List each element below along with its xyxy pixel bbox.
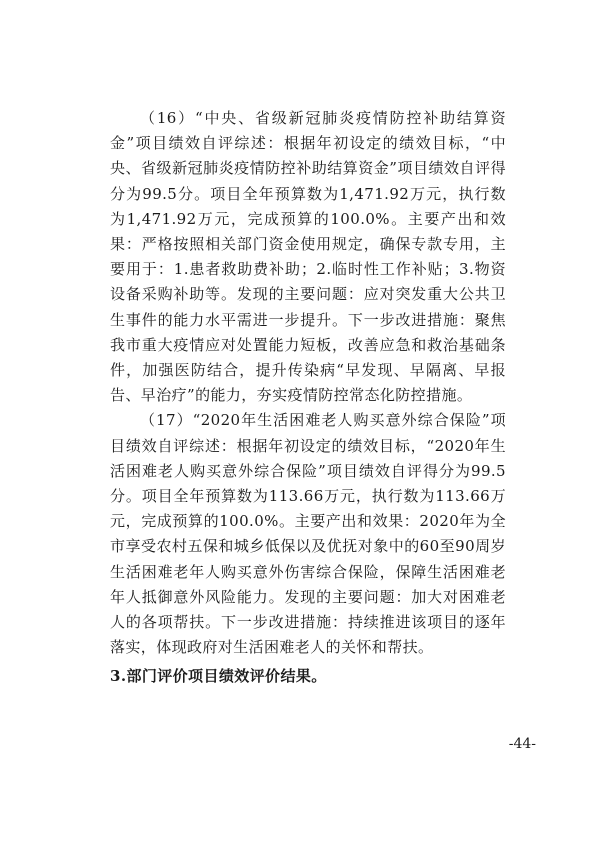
paragraph-item-17: （17）“2020年生活困难老人购买意外综合保险”项目绩效自评综述：根据年初设定的绩效目标，“2020年生活困难老人购买意外综合保险”项目绩效自评得分为99.5分。项目全年预算数为113.66万元，执行数为113.66万元，完成预算的100.0%。主要产出和效果：2020年为全市享受农村五保和城乡低保以及优抚对象中的60至90周岁生活困难老年人购买意外伤害综合保险，保障生活困难老年人抵御意外风险能力。发现的主要问题：加大对困难老人的各项帮扶。下一步改进措施：持续推进该项目的逐年落实，体现政府对生活困难老人的关怀和帮扶。 [110,411,506,657]
page-content [110,106,506,690]
section-heading: 3.部门评价项目绩效评价结果。 [110,667,327,686]
paragraph-item-16: （16）“中央、省级新冠肺炎疫情防控补助结算资金”项目绩效自评综述：根据年初设定的绩效目标，“中央、省级新冠肺炎疫情防控补助结算资金”项目绩效自评得分为99.5分。项目全年预算数为1,471.92万元，执行数为1,471.92万元，完成预算的100.0%。主要产出和效果：严格按照相关部门资金使用规定，确保专款专用，主要用于：1.患者救助费补助；2.临时性工作补贴；3.物资设备采购补助等。发现的主要问题：应对突发重大公共卫生事件的能力水平需进一步提升。下一步改进措施：聚焦我市重大疫情应对处置能力短板，改善应急和救治基础条件，加强医防结合，提升传染病“早发现、早隔离、早报告、早治疗”的能力，夯实疫情防控常态化防控措施。 [110,109,506,405]
page-number: -44- [508,736,536,752]
